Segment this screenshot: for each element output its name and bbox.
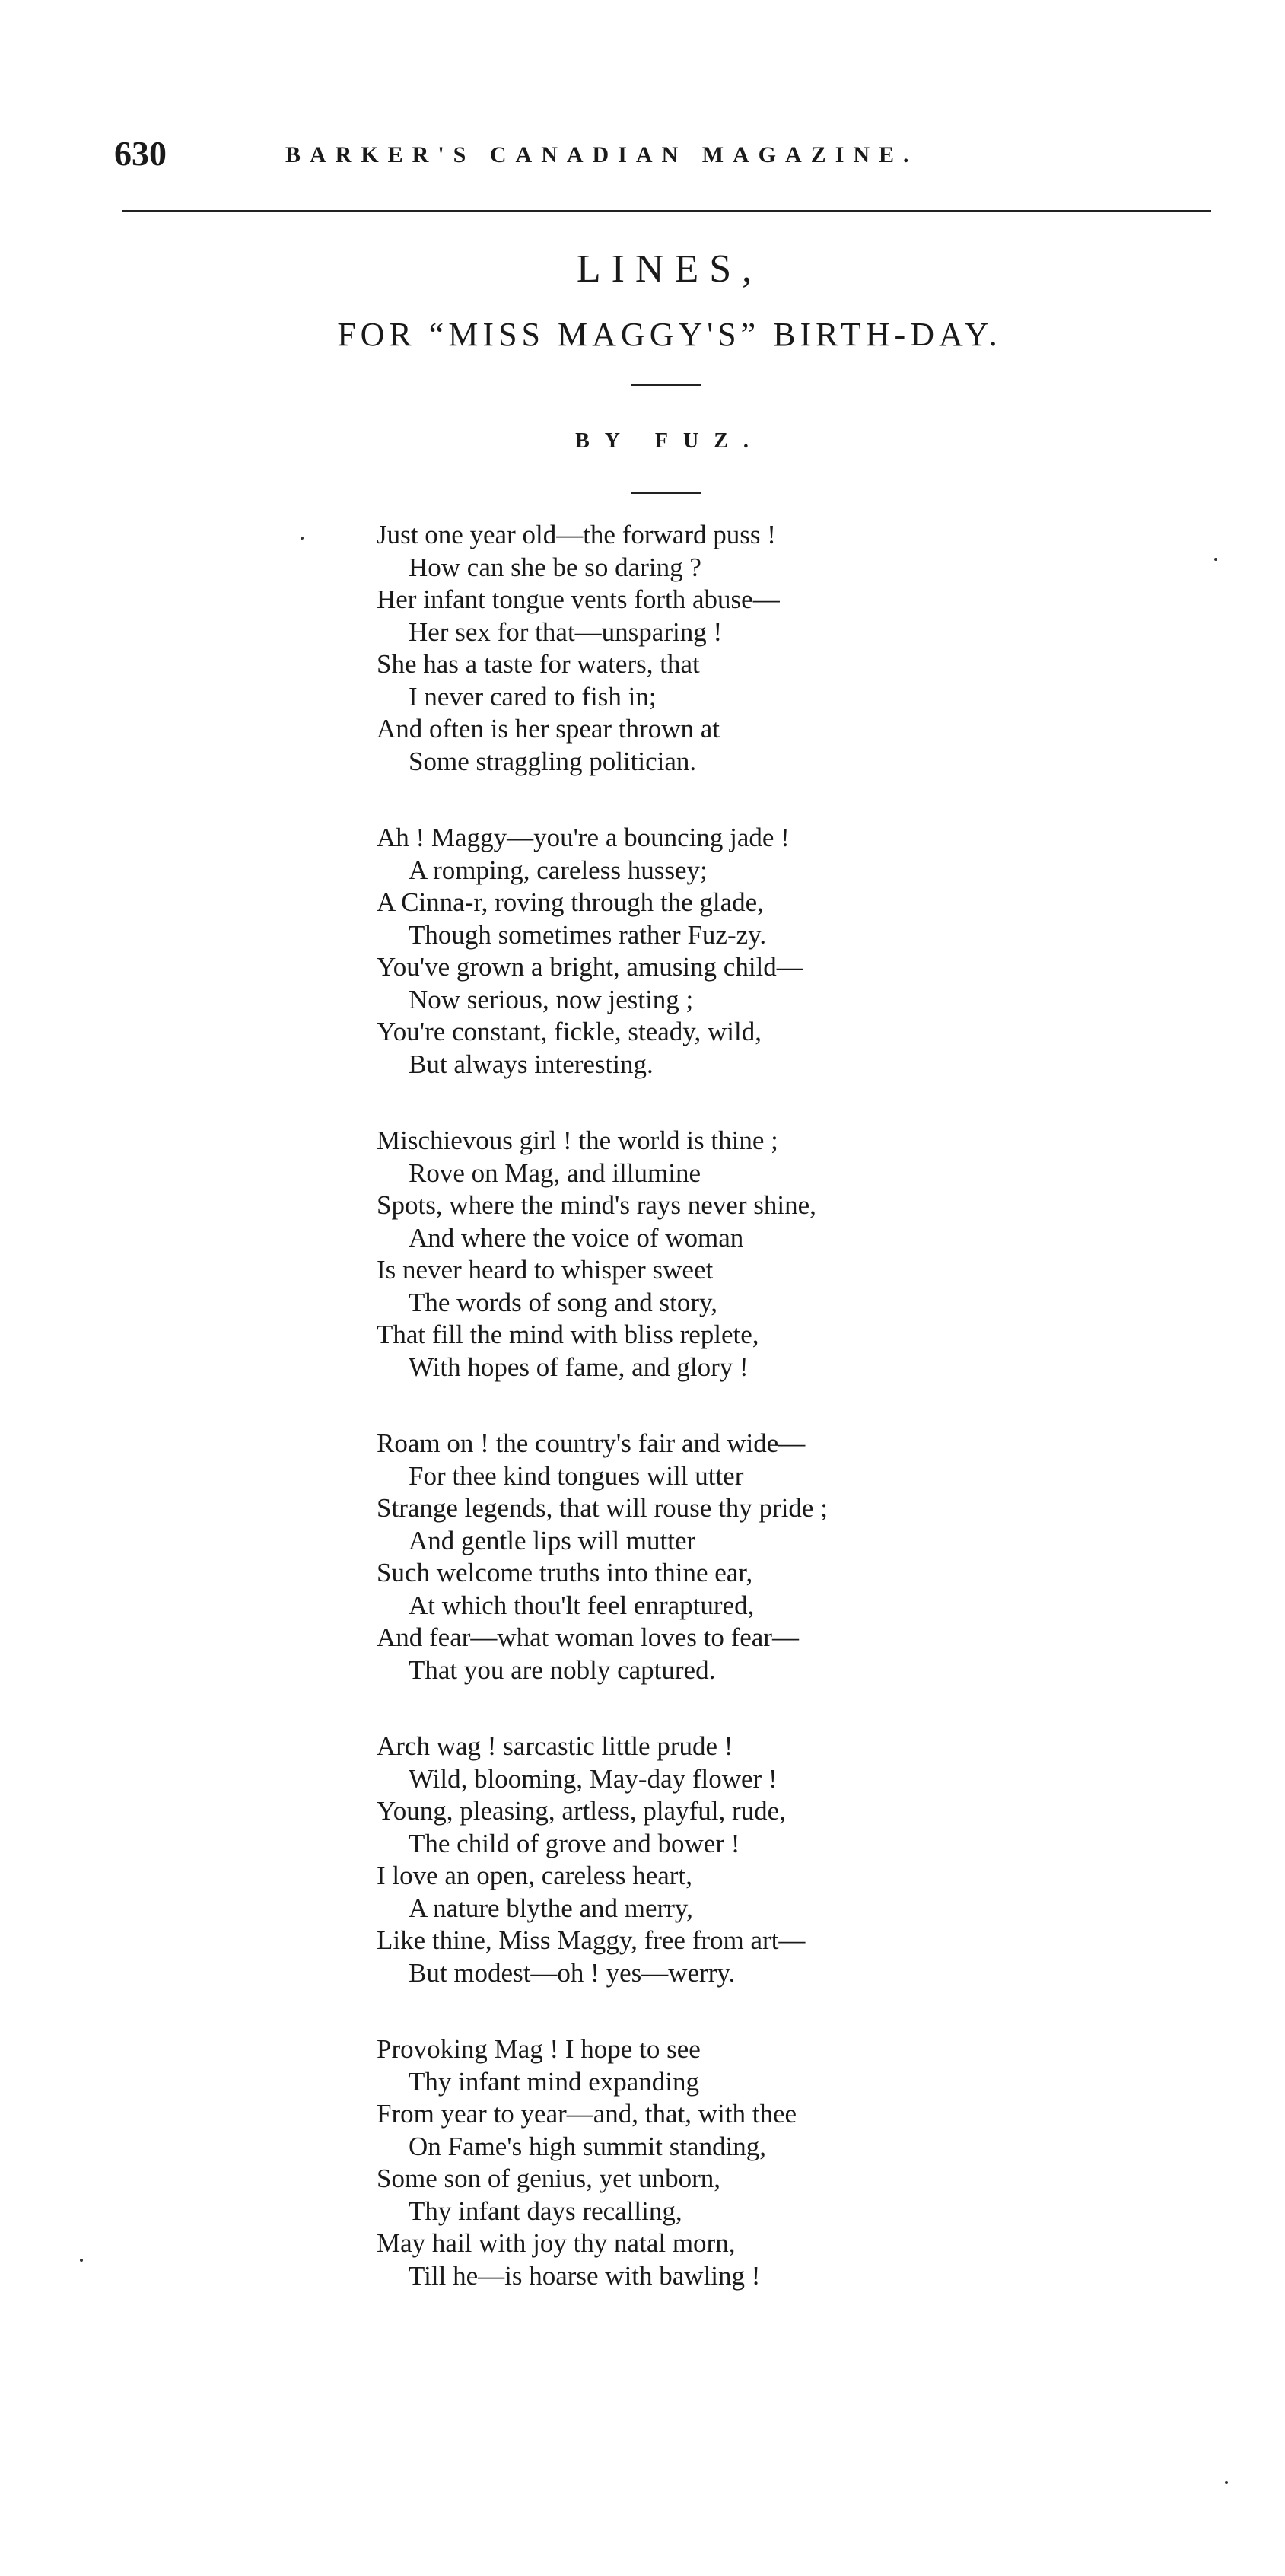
poem-line: And gentle lips will mutter bbox=[409, 1525, 696, 1555]
poem-line: Is never heard to whisper sweet bbox=[377, 1255, 714, 1285]
stanza-2 bbox=[377, 822, 1213, 1081]
poem-line: A romping, careless hussey; bbox=[409, 855, 708, 885]
print-speck bbox=[1214, 558, 1217, 561]
poem-line: And where the voice of woman bbox=[409, 1222, 744, 1253]
poem-line: Arch wag ! sarcastic little prude ! bbox=[377, 1731, 733, 1761]
print-speck bbox=[301, 537, 304, 540]
poem-line: You're constant, fickle, steady, wild, bbox=[377, 1017, 762, 1046]
poem-line: Spots, where the mind's rays never shine, bbox=[377, 1190, 816, 1220]
poem-line: Just one year old—the forward puss ! bbox=[377, 520, 776, 549]
poem-line: That you are nobly captured. bbox=[409, 1654, 716, 1685]
poem-line: How can she be so daring ? bbox=[409, 552, 701, 582]
page-number: 630 bbox=[114, 134, 167, 173]
running-header bbox=[114, 131, 1210, 177]
title-divider bbox=[631, 384, 701, 386]
print-speck bbox=[80, 2259, 83, 2262]
poem-line: A Cinna-r, roving through the glade, bbox=[377, 887, 764, 917]
stanza-5 bbox=[377, 1731, 1213, 1989]
poem-line: And often is her spear thrown at bbox=[377, 714, 720, 744]
poem-line: The words of song and story, bbox=[409, 1287, 718, 1317]
poem-line: Wild, blooming, May-day flower ! bbox=[409, 1763, 778, 1794]
poem-line: I love an open, careless heart, bbox=[377, 1861, 692, 1890]
poem-line: Strange legends, that will rouse thy pride ; bbox=[377, 1493, 828, 1523]
poem-line: Some straggling politician. bbox=[409, 746, 697, 776]
poem-line: But modest—oh ! yes—werry. bbox=[409, 1957, 736, 1988]
poem-byline: BY FUZ. bbox=[575, 429, 764, 453]
running-title: BARKER'S CANADIAN MAGAZINE. bbox=[285, 142, 918, 167]
poem-line: Roam on ! the country's fair and wide— bbox=[377, 1428, 806, 1458]
poem-line: Thy infant mind expanding bbox=[409, 2066, 700, 2097]
poem-line: The child of grove and bower ! bbox=[409, 1828, 740, 1858]
poem-line: With hopes of fame, and glory ! bbox=[409, 1352, 749, 1382]
stanza-1 bbox=[377, 519, 1213, 778]
poem-line: On Fame's high summit standing, bbox=[409, 2131, 767, 2161]
poem-line: From year to year—and, that, with thee bbox=[377, 2099, 797, 2129]
poem-line: For thee kind tongues will utter bbox=[409, 1460, 744, 1491]
poem-line: May hail with joy thy natal morn, bbox=[377, 2228, 736, 2258]
poem-body bbox=[377, 519, 1213, 2336]
stanza-6 bbox=[377, 2033, 1213, 2292]
poem-line: Some son of genius, yet unborn, bbox=[377, 2164, 721, 2193]
poem-subtitle: FOR “MISS MAGGY'S” BIRTH-DAY. bbox=[337, 316, 1002, 353]
poem-line: At which thou'lt feel enraptured, bbox=[409, 1590, 755, 1620]
poem-line: Ah ! Maggy—you're a bouncing jade ! bbox=[377, 823, 790, 852]
poem-line: Like thine, Miss Maggy, free from art— bbox=[377, 1925, 806, 1955]
byline-divider bbox=[631, 492, 701, 494]
poem-line: But always interesting. bbox=[409, 1049, 654, 1079]
poem-line: I never cared to fish in; bbox=[409, 681, 657, 712]
poem-line: She has a taste for waters, that bbox=[377, 649, 700, 679]
poem-line: Her infant tongue vents forth abuse— bbox=[377, 584, 780, 614]
poem-line: That fill the mind with bliss replete, bbox=[377, 1320, 759, 1349]
poem-line: Her sex for that—unsparing ! bbox=[409, 616, 723, 647]
poem-line: Such welcome truths into thine ear, bbox=[377, 1558, 753, 1587]
poem-line: Thy infant days recalling, bbox=[409, 2195, 682, 2226]
poem-line: Now serious, now jesting ; bbox=[409, 984, 694, 1014]
stanza-3 bbox=[377, 1125, 1213, 1384]
poem-line: A nature blythe and merry, bbox=[409, 1893, 693, 1923]
poem-line: Mischievous girl ! the world is thine ; bbox=[377, 1126, 778, 1155]
poem-line: Rove on Mag, and illumine bbox=[409, 1157, 701, 1188]
header-rule bbox=[122, 210, 1211, 212]
poem-line: You've grown a bright, amusing child— bbox=[377, 952, 803, 982]
print-speck bbox=[1225, 2481, 1228, 2484]
poem-title: LINES, bbox=[576, 247, 763, 291]
poem-line: Young, pleasing, artless, playful, rude, bbox=[377, 1796, 786, 1826]
poem-line: Till he—is hoarse with bawling ! bbox=[409, 2260, 761, 2291]
stanza-4 bbox=[377, 1428, 1213, 1686]
poem-line: Provoking Mag ! I hope to see bbox=[377, 2034, 701, 2064]
poem-line: And fear—what woman loves to fear— bbox=[377, 1622, 799, 1652]
poem-line: Though sometimes rather Fuz-zy. bbox=[409, 919, 767, 950]
